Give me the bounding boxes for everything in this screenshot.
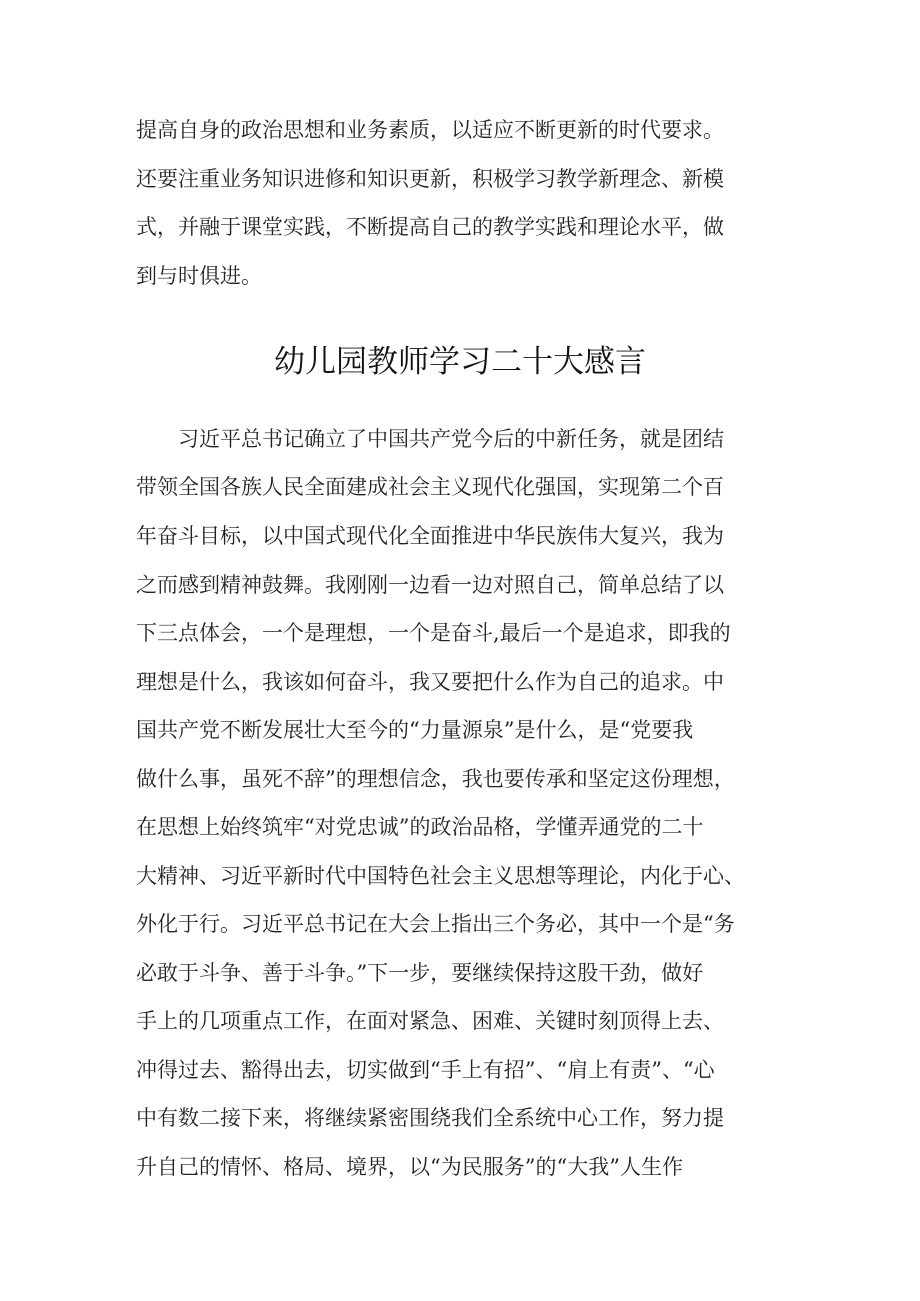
body-line: 习近平总书记确立了中国共产党今后的中新任务，就是团结 [136, 427, 724, 451]
intro-line: 还要注重业务知识进修和知识更新，积极学习教学新理念、新模 [136, 167, 724, 191]
body-line: 之而感到精神鼓舞。我刚刚一边看一边对照自己，简单总结了以 [136, 573, 724, 597]
intro-line: 式，并融于课堂实践，不断提高自己的教学实践和理论水平，做 [136, 215, 724, 239]
body-line: 做什么事，虽死不辞”的理想信念，我也要传承和坚定这份理想， [136, 767, 735, 791]
body-line: 外化于行。习近平总书记在大会上指出三个务必，其中一个是“务 [136, 912, 735, 936]
body-line: 升自己的情怀、格局、境界，以“为民服务”的“大我”人生作 [136, 1155, 683, 1179]
body-line: 必敢于斗争、善于斗争。”下一步，要继续保持这股干劲，做好 [136, 961, 704, 985]
body-line: 国共产党不断发展壮大至今的“力量源泉”是什么，是“党要我 [136, 718, 694, 742]
body-line: 冲得过去、豁得出去，切实做到“手上有招”、“肩上有责”、“心 [136, 1058, 715, 1082]
body-line: 带领全国各族人民全面建成社会主义现代化强国，实现第二个百 [136, 475, 724, 499]
body-line: 手上的几项重点工作，在面对紧急、困难、关键时刻顶得上去、 [136, 1009, 724, 1033]
body-line: 下三点体会，一个是理想，一个是奋斗,最后一个是追求，即我的 [136, 621, 731, 645]
intro-line: 提高自身的政治思想和业务素质，以适应不断更新的时代要求。 [136, 118, 724, 142]
body-line: 年奋斗目标，以中国式现代化全面推进中华民族伟大复兴，我为 [136, 524, 724, 548]
body-line: 大精神、习近平新时代中国特色社会主义思想等理论，内化于心、 [136, 864, 745, 888]
body-line: 在思想上始终筑牢“对党忠诚”的政治品格，学懂弄通党的二十 [136, 815, 704, 839]
body-line: 中有数二接下来，将继续紧密围绕我们全系统中心工作，努力提 [136, 1106, 724, 1130]
document-title: 幼儿园教师学习二十大感言 [274, 344, 646, 380]
intro-line: 到与时俱进。 [136, 264, 262, 288]
body-line: 理想是什么，我该如何奋斗，我又要把什么作为自己的追求。中 [136, 670, 724, 694]
